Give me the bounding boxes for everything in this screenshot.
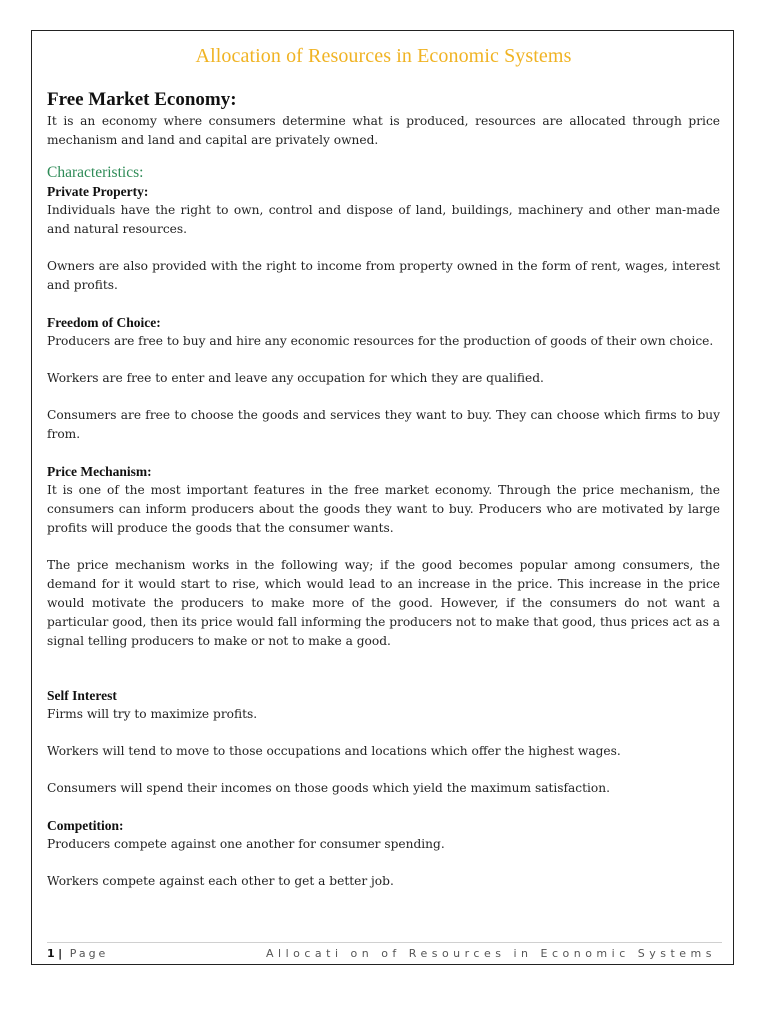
private-property-paragraph-2: Owners are also provided with the right to income from property owned in the form of rent, wages, interest and profits. — [47, 259, 720, 292]
document-title: Allocation of Resources in Economic Systems — [195, 45, 572, 67]
page-footer — [47, 942, 722, 960]
freedom-of-choice-heading: Freedom of Choice: — [47, 315, 161, 330]
section-heading: Free Market Economy: — [47, 89, 237, 110]
page-content — [47, 45, 720, 891]
price-mechanism-paragraph-1: It is one of the most important features in the free market economy. Through the price mechanism, the consumers can inform producers about the goods they want to buy. Producers who are motivated by large profits will produce the goods that the consumer wants. — [47, 483, 720, 535]
self-interest-heading: Self Interest — [47, 688, 117, 703]
page-number: 1 — [47, 947, 55, 960]
freedom-of-choice-paragraph-1: Producers are free to buy and hire any economic resources for the production of goods of their own choice. — [47, 334, 714, 348]
private-property-paragraph-1: Individuals have the right to own, control and dispose of land, buildings, machinery and other man-made and natural resources. — [47, 203, 720, 236]
price-mechanism-heading: Price Mechanism: — [47, 464, 152, 479]
footer-separator: | — [58, 947, 63, 960]
intro-paragraph: It is an economy where consumers determine what is produced, resources are allocated through price mechanism and land and capital are privately owned. — [47, 114, 720, 147]
freedom-of-choice-paragraph-3: Consumers are free to choose the goods and services they want to buy. They can choose which firms to buy from. — [47, 408, 720, 441]
price-mechanism-paragraph-2: The price mechanism works in the following way; if the good becomes popular among consumers, the demand for it would start to rise, which would lead to an increase in the price. This increase in the price would motivate the producers to make more of the good. However, if the consumers do not want a particular good, then its price would fall informing the producers not to make that good, thus prices act as a signal telling producers to make or not to make a good. — [47, 558, 720, 648]
document-page — [31, 30, 734, 965]
footer-running-title: Allocati on of Resources in Economic Systems — [265, 947, 716, 960]
competition-paragraph-1: Producers compete against one another for consumer spending. — [47, 837, 445, 851]
self-interest-paragraph-3: Consumers will spend their incomes on those goods which yield the maximum satisfaction. — [47, 781, 610, 795]
competition-heading: Competition: — [47, 818, 124, 833]
self-interest-paragraph-1: Firms will try to maximize profits. — [47, 707, 258, 721]
self-interest-paragraph-2: Workers will tend to move to those occupations and locations which offer the highest wages. — [47, 744, 621, 758]
freedom-of-choice-paragraph-2: Workers are free to enter and leave any occupation for which they are qualified. — [47, 371, 544, 385]
characteristics-heading: Characteristics: — [47, 164, 144, 181]
page-label: Page — [69, 947, 109, 960]
private-property-heading: Private Property: — [47, 184, 149, 199]
competition-paragraph-2: Workers compete against each other to get a better job. — [47, 874, 394, 888]
